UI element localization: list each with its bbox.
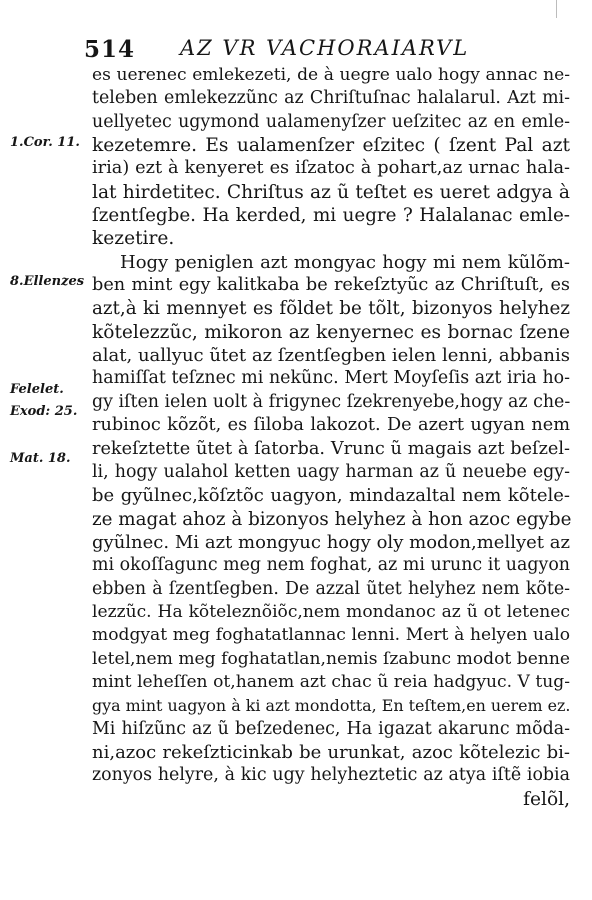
page-number: 514: [84, 36, 136, 63]
text-line: lat hirdetitec. Chriſtus az ũ teſtet es ueret adgya à: [92, 181, 570, 203]
margin-note-objection: 8.Ellenzes: [10, 274, 85, 289]
text-line: es uerenec emlekezeti, de à uegre ualo hogy annac ne-: [92, 65, 570, 85]
text-line: ni,azoc rekeſzticinkab be urunkat, azoc kõtelezic bi-: [92, 741, 570, 763]
page-header: [84, 32, 544, 66]
text-line: rubinoc kõzõt, es ſiloba lakozot. De azert ugyan nem: [92, 415, 570, 436]
text-line: letel,nem meg foghatatlan,nemis ſzabunc modot benne: [92, 648, 570, 669]
text-line: rekeſztette ũtet à ſatorba. Vrunc ũ magais azt beſzel-: [92, 438, 570, 459]
text-line: modgyat meg foghatatlannac lenni. Mert à helyen ualo: [92, 625, 570, 646]
text-line: gya mint uagyon à ki azt mondotta, En teſtem,en uerem ez.: [92, 696, 571, 716]
text-line: teleben emlekezzũnc az Chriſtuſnac halalarul. Azt mi-: [92, 88, 570, 109]
text-line: ſzentſegbe. Ha kerded, mi uegre ? Halalanac emle-: [92, 205, 570, 227]
text-line: ze magat ahoz à bizonyos helyhez à hon azoc egybe: [92, 508, 572, 530]
text-line: uellyetec ugymond ualamenyſzer ueſzitec az en emle-: [92, 111, 570, 132]
margin-note-reference: 1.Cor. 11.: [10, 135, 80, 150]
body-text: [92, 64, 570, 811]
text-line: zonyos helyre, à kic ugy helyheztetic az atya iſtẽ iobia: [92, 765, 570, 786]
margin-note-reference: Exod: 25.: [10, 404, 78, 419]
text-line: kõtelezzũc, mikoron az kenyernec es bornac ſzene: [92, 321, 570, 343]
text-line: azt,à ki mennyet es fõldet be tõlt, bizonyos helyhez: [92, 298, 570, 320]
text-line: Mi hiſzũnc az ũ beſzedenec, Ha igazat akarunc mõda-: [92, 718, 570, 739]
text-line: hamiſſat teſznec mi nekũnc. Mert Moyſeſis azt iria ho-: [92, 368, 570, 389]
text-line: Hogy peniglen azt mongyac hogy mi nem kũlõm-: [120, 251, 570, 273]
text-line: mint leheſſen ot,hanem azt chac ũ reia hadgyuc. V tug-: [92, 671, 570, 692]
text-line: felõl,: [523, 788, 570, 810]
text-line: kezetire.: [92, 228, 175, 250]
text-line: alat, uallyuc ũtet az ſzentſegben ielen lenni, abbanis: [92, 345, 570, 367]
text-line: mi okoſſagunc meg nem foghat, az mi urunc it uagyon: [92, 555, 570, 576]
running-title: AZ VR VACHORAIARVL: [180, 36, 470, 60]
text-line: gyũlnec. Mi azt mongyuc hogy oly modon,mellyet az: [92, 531, 570, 553]
page-edge-mark: [556, 0, 557, 18]
text-line: iria) ezt à kenyeret es iſzatoc à pohart,az urnac hala-: [92, 158, 570, 179]
text-line: li, hogy ualahol ketten uagy harman az ũ neuebe egy-: [92, 461, 570, 482]
text-line: ben mint egy kalitkaba be rekeſztyũc az Chriſtuſt, es: [92, 275, 570, 296]
margin-note-answer: Felelet.: [10, 382, 64, 397]
text-line: kezetemre. Es ualamenſzer eſzitec ( ſzent Pal azt: [92, 135, 570, 157]
text-line: gy iſten ielen uolt à frigynec ſzekrenyebe,hogy az che-: [92, 391, 571, 412]
margin-note-reference: Mat. 18.: [10, 451, 71, 466]
text-line: be gyũlnec,kõſztõc uagyon, mindazaltal nem kõtele-: [92, 485, 570, 507]
text-line: lezzũc. Ha kõteleznõiõc,nem mondanoc az ũ ot letenec: [92, 601, 570, 622]
text-line: ebben à ſzentſegben. De azzal ũtet helyhez nem kõte-: [92, 578, 570, 599]
